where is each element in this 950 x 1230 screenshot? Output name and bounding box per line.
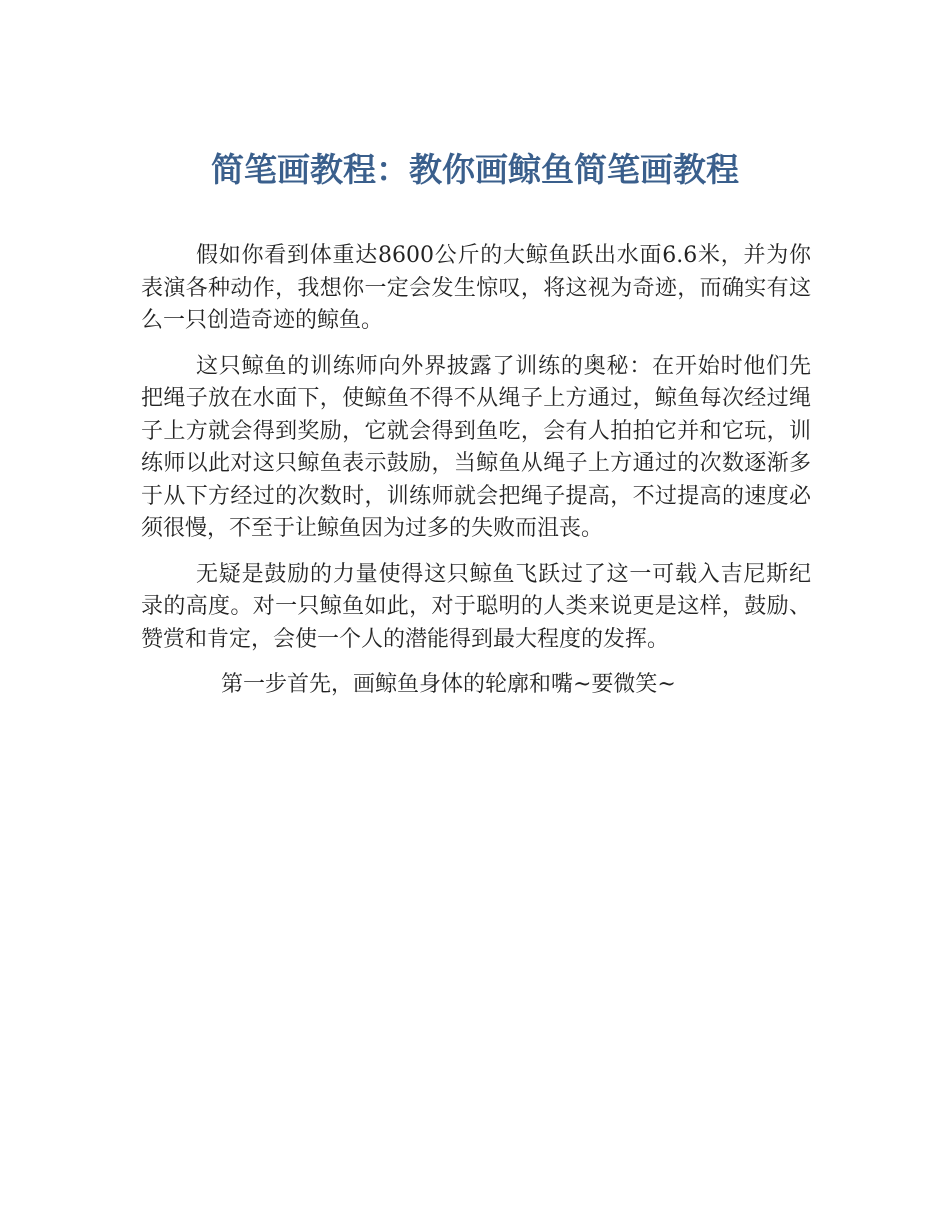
document-title: 简笔画教程：教你画鲸鱼简笔画教程 xyxy=(211,150,739,189)
paragraph-encouragement: 无疑是鼓励的力量使得这只鲸鱼飞跃过了这一可载入吉尼斯纪录的高度。对一只鲸鱼如此，对于聪明的人类来说更是这样，鼓励、赞赏和肯定，会使一个人的潜能得到最大程度的发挥。 xyxy=(141,561,811,652)
document-body xyxy=(141,240,811,702)
paragraph-intro: 假如你看到体重达8600公斤的大鲸鱼跃出水面6.6米，并为你表演各种动作，我想你一定会发生惊叹，将这视为奇迹，而确实有这么一只创造奇迹的鲸鱼。 xyxy=(141,243,811,333)
step-one-line: 第一步首先，画鲸鱼身体的轮廓和嘴~要微笑~ xyxy=(221,672,676,697)
paragraph-training: 这只鲸鱼的训练师向外界披露了训练的奥秘：在开始时他们先把绳子放在水面下，使鲸鱼不得不从绳子上方通过，鲸鱼每次经过绳子上方就会得到奖励，它就会得到鱼吃，会有人拍拍它并和它玩，训练师以此对这只鲸鱼表示鼓励，当鲸鱼从绳子上方通过的次数逐渐多于从下方经过的次数时，训练师就会把绳子提高，不过提高的速度必须很慢，不至于让鲸鱼因为过多的失败而沮丧。 xyxy=(141,353,811,541)
